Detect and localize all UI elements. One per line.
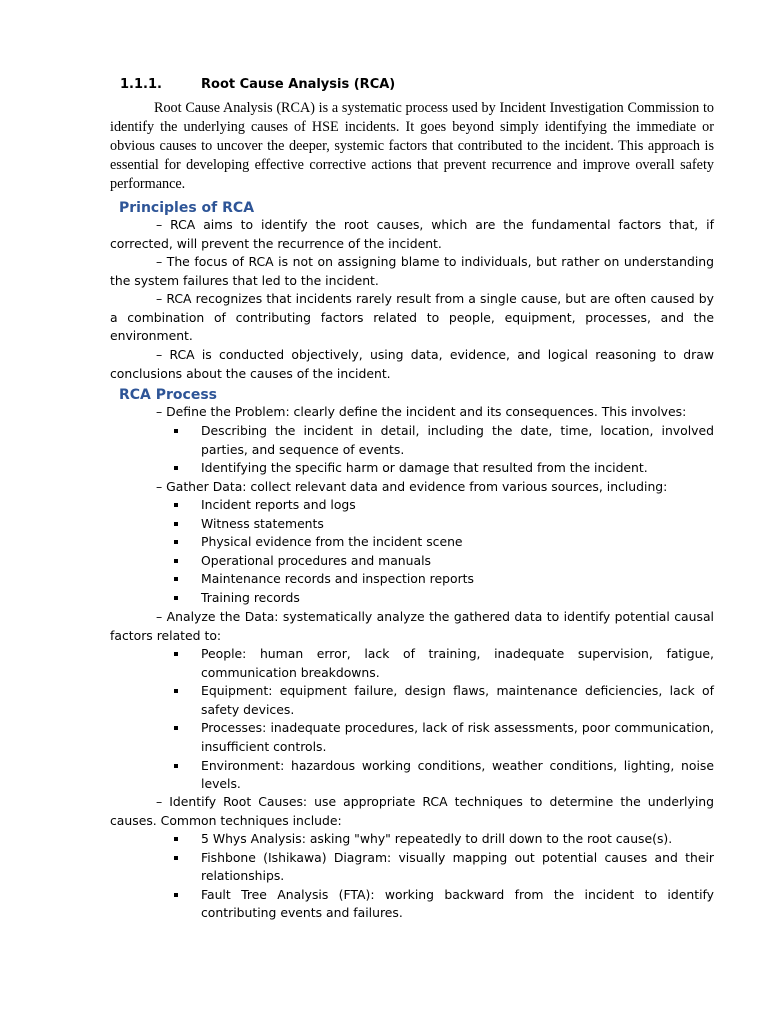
list-item: Environment: hazardous working conditions, weather conditions, lighting, noise levels. [173, 757, 714, 794]
list-item: Describing the incident in detail, including the date, time, location, involved parties, and sequence of events. [173, 422, 714, 459]
list-item: Equipment: equipment failure, design flaws, maintenance deficiencies, lack of safety devices. [173, 682, 714, 719]
bullet-square-icon [174, 764, 178, 768]
bullet-square-icon [174, 596, 178, 600]
bullet-square-icon [174, 652, 178, 656]
identify-bullet-list [173, 830, 714, 923]
section-title: Root Cause Analysis (RCA) [201, 77, 396, 92]
analyze-bullet-list [173, 645, 714, 794]
list-item: Physical evidence from the incident scene [173, 533, 714, 552]
list-item: Fault Tree Analysis (FTA): working backward from the incident to identify contributing events and failures. [173, 886, 714, 923]
bullet-square-icon [174, 503, 178, 507]
process-step-gather: – Gather Data: collect relevant data and evidence from various sources, including: [156, 479, 668, 494]
bullet-square-icon [174, 466, 178, 470]
list-item: Identifying the specific harm or damage that resulted from the incident. [173, 459, 714, 478]
bullet-square-icon [174, 577, 178, 581]
bullet-square-icon [174, 856, 178, 860]
section-heading [120, 75, 395, 95]
principle-item: – RCA aims to identify the root causes, which are the fundamental factors that, if corrected, will prevent the recurrence of the incident. [110, 217, 714, 251]
process-step-analyze: – Analyze the Data: systematically analyze the gathered data to identify potential causal factors related to: [110, 609, 714, 643]
bullet-square-icon [174, 689, 178, 693]
list-item: Operational procedures and manuals [173, 552, 714, 571]
gather-bullet-list [173, 496, 714, 608]
list-item: Witness statements [173, 515, 714, 534]
intro-paragraph: Root Cause Analysis (RCA) is a systematic process used by Incident Investigation Commission to identify the underlying causes of HSE incidents. It goes beyond simply identifying the immediate or obvious causes to uncover the deeper, systemic factors that contributed to the incident. This approach is essential for developing effective corrective actions that prevent recurrence and improve overall safety performance. [110, 100, 714, 192]
list-item: Fishbone (Ishikawa) Diagram: visually mapping out potential causes and their relationships. [173, 849, 714, 886]
principle-item: – RCA recognizes that incidents rarely result from a single cause, but are often caused by a combination of contributing factors related to people, equipment, processes, and the environment. [110, 291, 714, 344]
list-item: Incident reports and logs [173, 496, 714, 515]
list-item: Training records [173, 589, 714, 608]
bullet-square-icon [174, 726, 178, 730]
principles-heading: Principles of RCA [119, 200, 255, 216]
principle-item: – RCA is conducted objectively, using data, evidence, and logical reasoning to draw conclusions about the causes of the incident. [110, 347, 714, 381]
principle-item: – The focus of RCA is not on assigning blame to individuals, but rather on understanding the system failures that led to the incident. [110, 254, 714, 288]
process-heading: RCA Process [119, 387, 218, 403]
define-bullet-list [173, 422, 714, 478]
list-item: People: human error, lack of training, inadequate supervision, fatigue, communication breakdowns. [173, 645, 714, 682]
list-item: 5 Whys Analysis: asking "why" repeatedly to drill down to the root cause(s). [173, 830, 714, 849]
list-item: Maintenance records and inspection reports [173, 570, 714, 589]
section-number: 1.1.1. [120, 77, 162, 92]
bullet-square-icon [174, 522, 178, 526]
bullet-square-icon [174, 429, 178, 433]
bullet-square-icon [174, 893, 178, 897]
process-step-define: – Define the Problem: clearly define the incident and its consequences. This involves: [156, 404, 687, 419]
bullet-square-icon [174, 559, 178, 563]
bullet-square-icon [174, 837, 178, 841]
process-step-identify: – Identify Root Causes: use appropriate RCA techniques to determine the underlying causes. Common techniques include: [110, 794, 714, 828]
bullet-square-icon [174, 540, 178, 544]
list-item: Processes: inadequate procedures, lack of risk assessments, poor communication, insufficient controls. [173, 719, 714, 756]
